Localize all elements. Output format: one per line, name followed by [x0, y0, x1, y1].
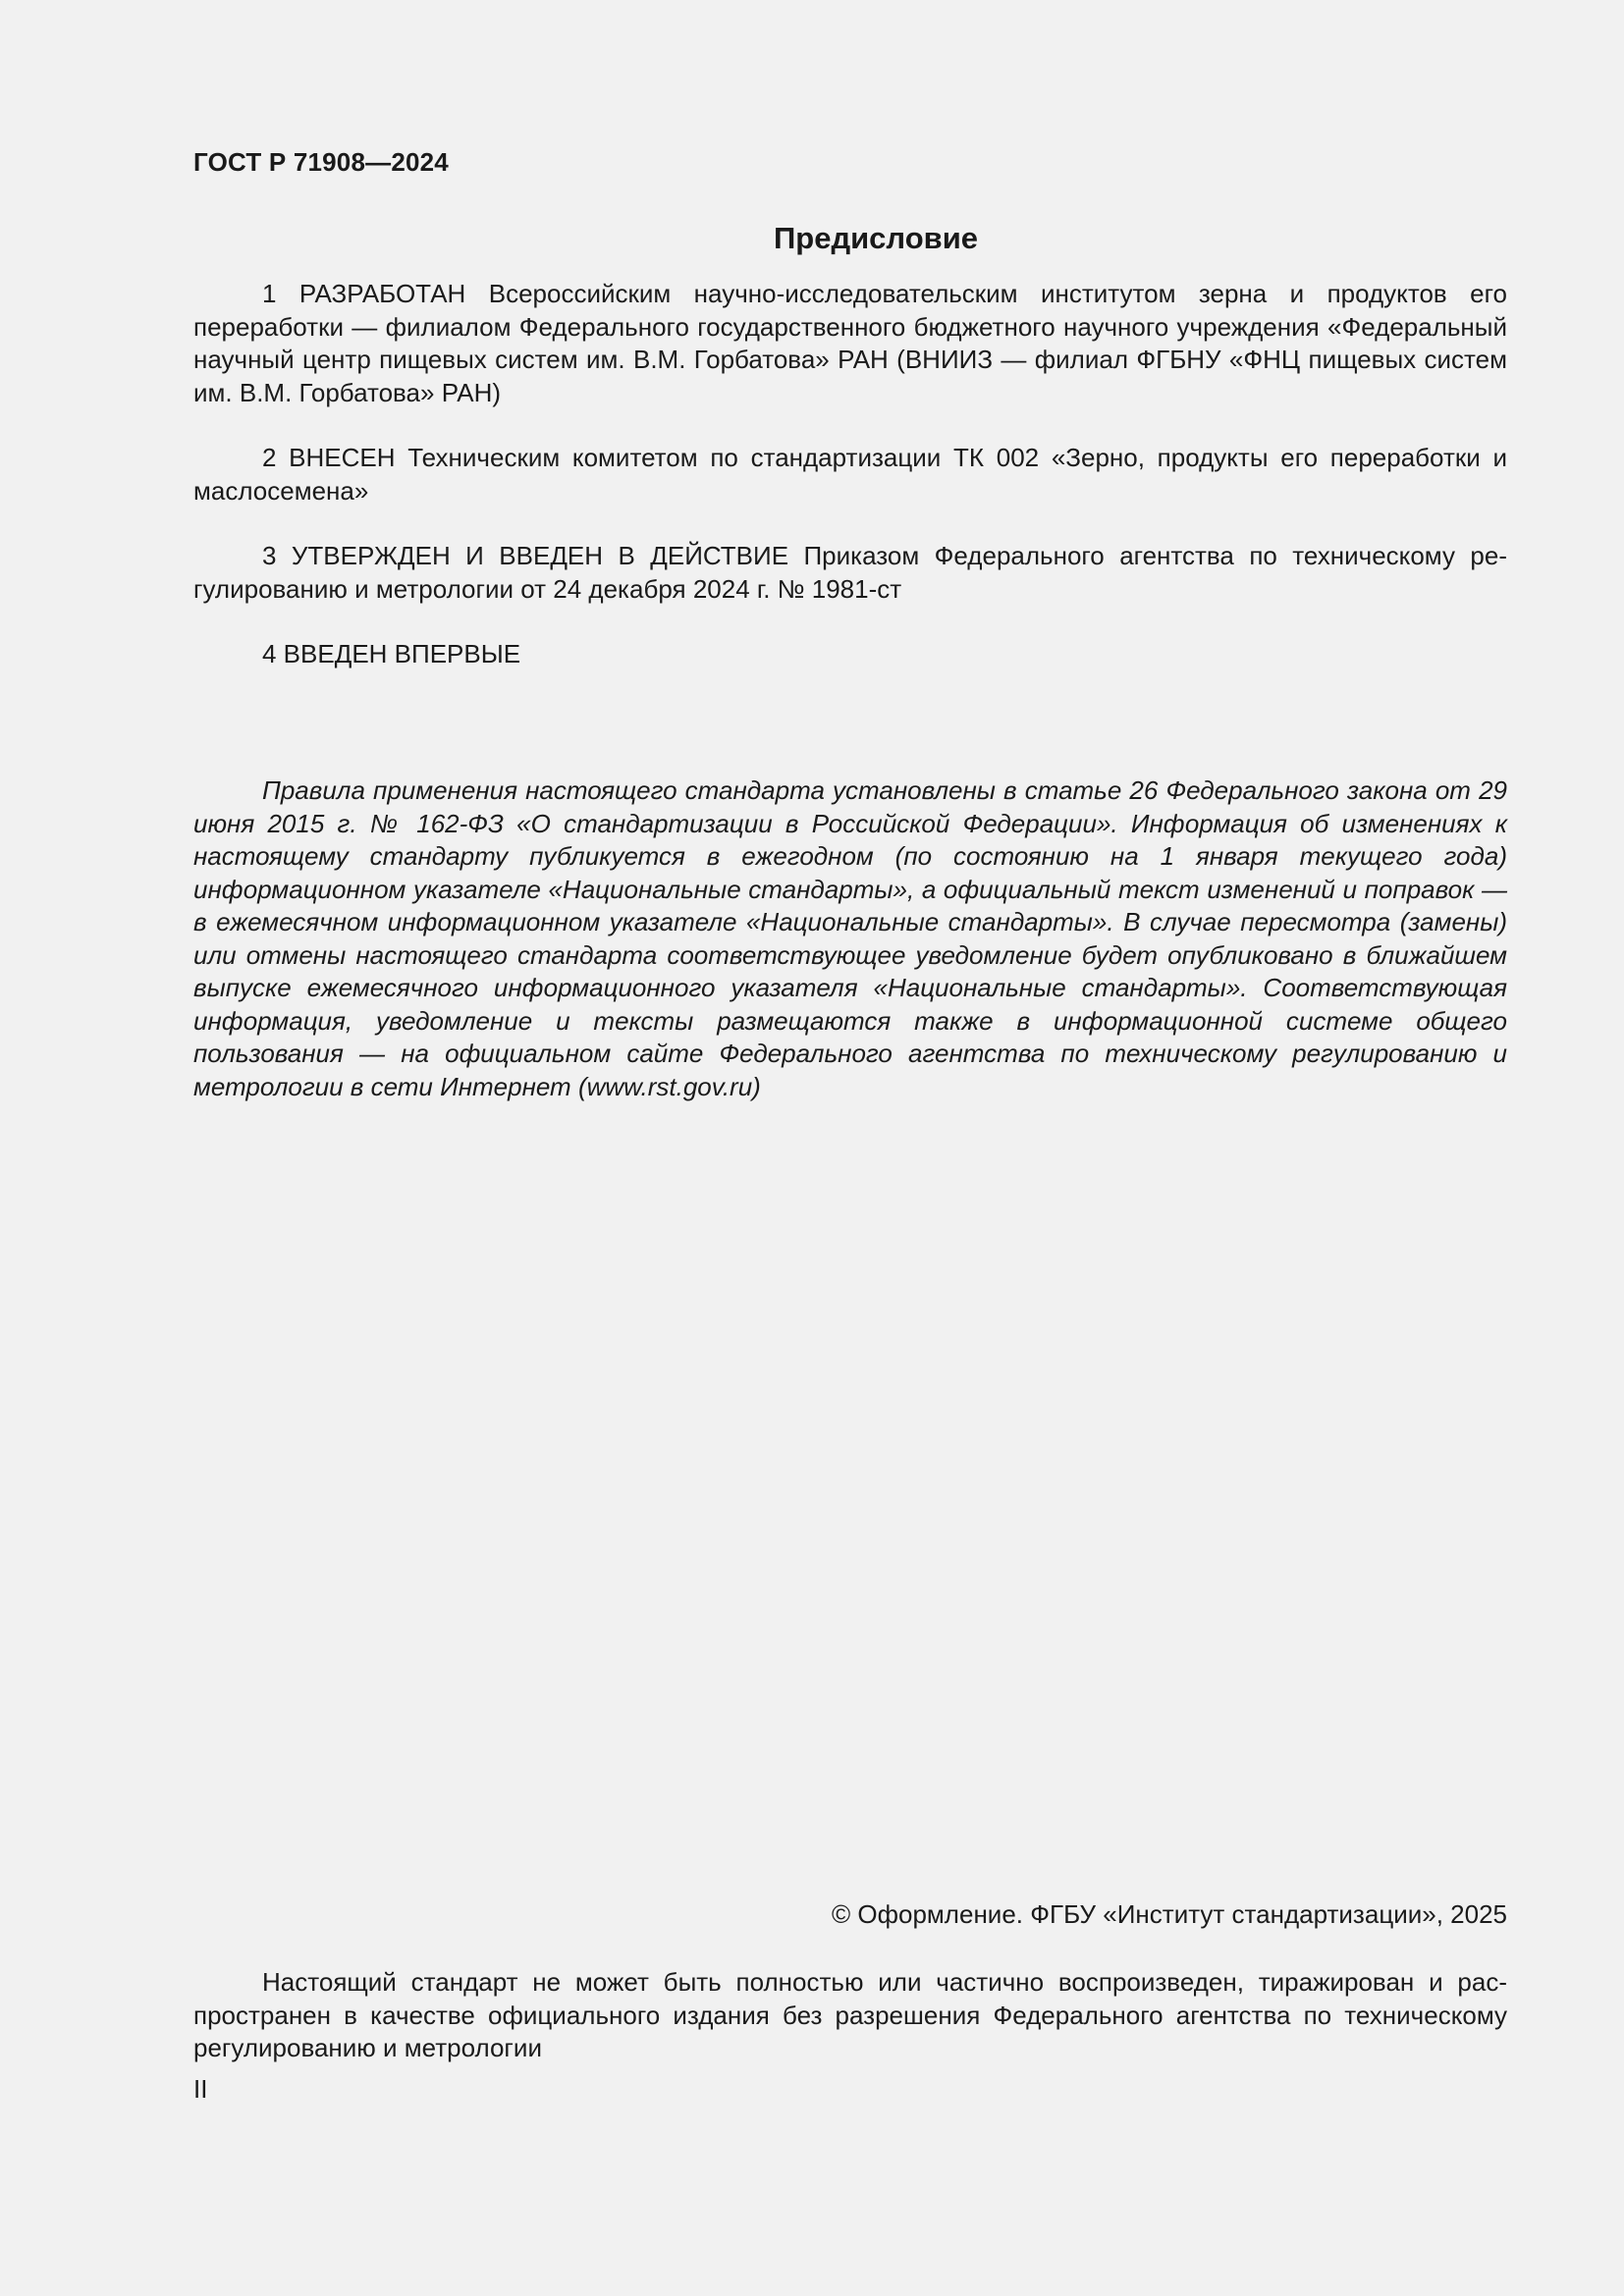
copyright-notice: © Оформление. ФГБУ «Институт стандартизации», 2025 — [832, 1899, 1507, 1929]
foreword-title: Предисловие — [773, 221, 978, 255]
foreword-paragraph-3: 3 УТВЕРЖДЕН И ВВЕДЕН В ДЕЙСТВИЕ Приказом Федерального агентства по техническому регулированию и метрологии от 24 декабря 2024 г. № 1981-ст — [193, 541, 1507, 604]
foreword-paragraph-4: 4 ВВЕДЕН ВПЕРВЫЕ — [262, 639, 521, 668]
document-code: ГОСТ Р 71908—2024 — [193, 147, 449, 177]
foreword-section — [193, 221, 1507, 704]
foreword-paragraph-1: 1 РАЗРАБОТАН Всероссийским научно-исследовательским институтом зерна и продуктов его переработки — филиалом Федерального государственного бюджетного научного учреждения «Федеральный научный центр пищевых систем им. В.М. Горбатова» РАН (ВНИИЗ — филиал ФГБНУ «ФНЦ пищевых систем им. В.М. Горбатова» РАН) — [193, 279, 1507, 407]
foreword-paragraph-2: 2 ВНЕСЕН Техническим комитетом по стандартизации ТК 002 «Зерно, продукты его переработки и маслосемена» — [193, 443, 1507, 506]
legal-note: Правила применения настоящего стандарта установлены в статье 26 Федерального закона от 29 июня 2015 г. № 162-ФЗ «О стандартизации в Российской Федерации». Информация об изменениях к настоящему стандарту публикуется в ежегодном (по состоянию на 1 января текущего года) информационном указателе «Национальные стандарты», а официальный текст изменений и поправок — в ежемесячном информационном указателе «Национальные стандарты». В случае пересмотра (замены) или отмены настоящего стандарта соответствующее уведомление будет опубликовано в ближайшем выпуске ежемесячного информационного указателя «Национальные стандарты». Соответствующая информация, уведомление и тексты размещаются также в информационной системе общего пользования — на официальном сайте Федерального агентства по техническому регулированию и метрологии в сети Интернет (www.rst.gov.ru) — [193, 775, 1507, 1101]
page-number: II — [193, 2074, 208, 2104]
reproduction-note: Настоящий стандарт не может быть полностью или частично воспроизведен, тиражирован и распространен в качестве официального издания без разрешения Федерального агентства по техническому регулированию и метрологии — [193, 1967, 1507, 2062]
